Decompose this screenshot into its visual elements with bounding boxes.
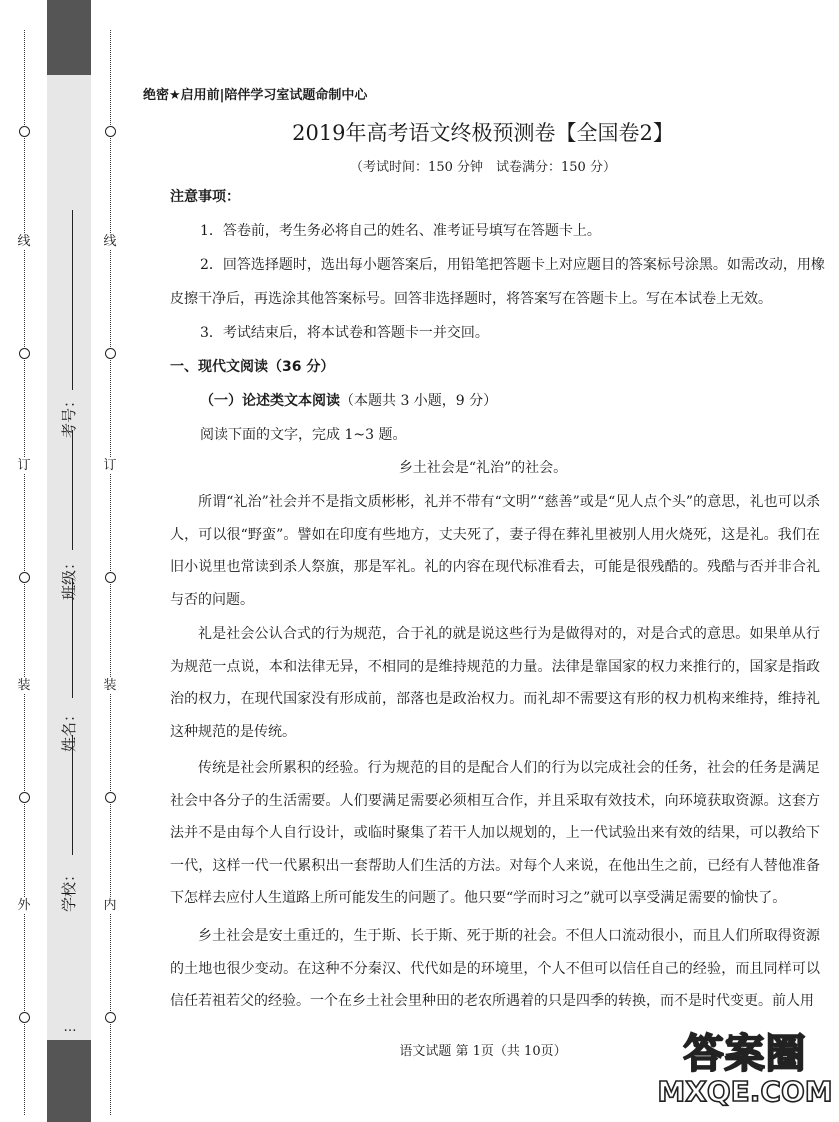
passage-paragraph: 乡土社会是安土重迁的，生于斯、长于斯、死于斯的社会。不但人口流动很小，而且人们所取得资源的土地也很少变动。在这种不分秦汉、代代如是的环境里，个人不但可以信任自己的经验，而且同样可以信任若祖若父的经验。一个在乡土社会里种田的老农所遇着的只是四季的转换，而不是时代变更。前人用 — [170, 928, 820, 1009]
seal-mark-inner: 线 — [103, 234, 117, 249]
school-label: 学校： — [60, 866, 78, 912]
binding-bar-top — [47, 0, 91, 75]
passage-paragraph: 所谓“礼治”社会并不是指文质彬彬，礼并不带有“文明”“慈善”或是“见人点个头”的意思，礼也可以杀人，可以很“野蛮”。譬如在印度有些地方，丈夫死了，妻子得在葬礼里被别人用火烧死，这是礼。我们在旧小说里也常读到杀人祭旗，那是军礼。礼的内容在现代标准看去，可能是很残酷的。残酷与否并非合礼与否的问题。 — [170, 494, 820, 608]
sub-section-note: （本题共 3 小题，9 分） — [340, 393, 498, 409]
punch-circle — [19, 572, 30, 583]
seal-mark-outer: 外 — [17, 898, 31, 913]
punch-circle — [19, 126, 30, 137]
punch-circle — [105, 572, 116, 583]
class-field-line[interactable] — [72, 430, 73, 550]
exam-title: 2019年高考语文终极预测卷【全国卷2】 — [292, 121, 674, 145]
binding-dots: … — [63, 1020, 77, 1035]
exam-subtitle: （考试时间：150 分钟 试卷满分：150 分） — [350, 160, 616, 175]
seal-mark-inner: 订 — [103, 458, 117, 473]
notice-item: 皮擦干净后，再选涂其他答案标号。回答非选择题时，将答案写在答题卡上。写在本试卷上无效。 — [170, 291, 772, 307]
binding-margin — [0, 0, 140, 1122]
seal-mark-outer: 线 — [17, 234, 31, 249]
notice-item: 1．答卷前，考生务必将自己的姓名、准考证号填写在答题卡上。 — [200, 223, 601, 239]
section-heading: 一、现代文阅读（36 分） — [170, 359, 335, 375]
exam-number-label: 考号： — [60, 392, 78, 438]
confidential-tag: 绝密★启用前|陪伴学习室试题命制中心 — [143, 88, 368, 103]
sub-section-title: （一）论述类文本阅读 — [200, 393, 340, 409]
punch-circle — [19, 792, 30, 803]
reading-instruction: 阅读下面的文字，完成 1~3 题。 — [200, 427, 407, 443]
sub-section-heading — [200, 384, 497, 418]
page-footer: 语文试题 第 1页（共 10页） — [399, 1044, 567, 1059]
punch-circle — [105, 126, 116, 137]
punch-circle — [105, 1012, 116, 1023]
seal-mark-inner: 装 — [103, 678, 117, 693]
seal-mark-inner: 内 — [103, 898, 117, 913]
exam-number-field-line[interactable] — [72, 210, 73, 390]
passage-paragraph: 礼是社会公认合式的行为规范，合于礼的就是说这些行为是做得对的，对是合式的意思。如果单从行为规范一点说，本和法律无异，不相同的是维持规范的力量。法律是靠国家的权力来推行的，国家是指政治的权力，在现代国家没有形成前，部落也是政治权力。而礼却不需要这有形的权力机构来维持，维持礼这种规范的是传统。 — [170, 626, 820, 740]
punch-circle — [19, 348, 30, 359]
punch-circle — [105, 348, 116, 359]
notice-item: 2．回答选择题时，选出每小题答案后，用铅笔把答题卡上对应题目的答案标号涂黑。如需改动，用橡 — [200, 257, 825, 273]
punch-circle — [105, 792, 116, 803]
name-label: 姓名： — [60, 706, 78, 752]
class-label: 班级： — [60, 554, 78, 600]
passage-paragraph: 传统是社会所累积的经验。行为规范的目的是配合人们的行为以完成社会的任务，社会的任务是满足社会中各分子的生活需要。人们要满足需要必须相互合作，并且采取有效技术，向环境获取资源。这套方法并不是由每个人自行设计，或临时聚集了若干人加以规划的，上一代试验出来有效的结果，可以教给下一代，这样一代一代累积出一套帮助人们生活的方法。对每个人来说，在他出生之前，已经有人替他准备下怎样去应付人生道路上所可能发生的问题了。他只要“学而时习之”就可以享受满足需要的愉快了。 — [170, 760, 820, 906]
seal-mark-outer: 订 — [17, 458, 31, 473]
notice-item: 3．考试结束后，将本试卷和答题卡一并交回。 — [200, 325, 489, 341]
binding-bar-bottom — [47, 1040, 91, 1122]
watermark-line2: MXQE.COM — [657, 1075, 833, 1108]
seal-mark-outer: 装 — [17, 678, 31, 693]
watermark-logo — [657, 1022, 833, 1118]
passage-title: 乡土社会是“礼治”的社会。 — [398, 460, 568, 476]
punch-circle — [19, 1012, 30, 1023]
watermark-line1: 答案圈 — [683, 1031, 807, 1077]
notice-heading: 注意事项： — [170, 189, 240, 205]
school-field-line[interactable] — [72, 735, 73, 855]
